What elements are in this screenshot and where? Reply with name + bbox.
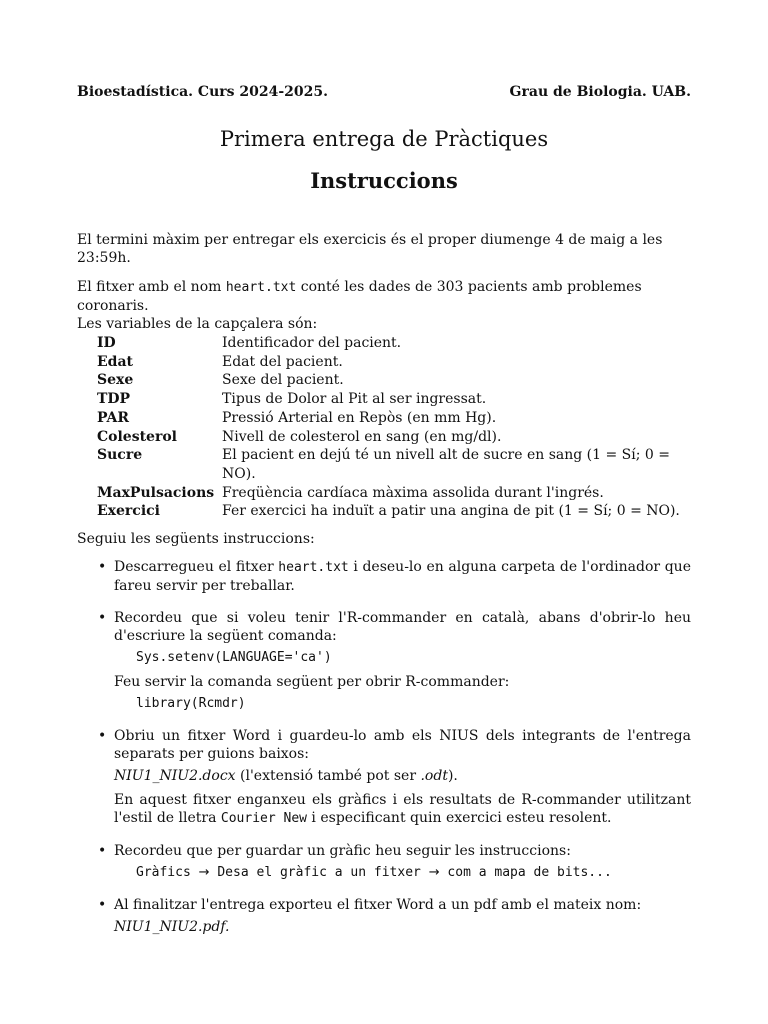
arrow-right-icon: → bbox=[198, 865, 210, 880]
instructions-list bbox=[77, 558, 691, 936]
variable-desc: El pacient en dejú té un nivell alt de sucre en sang (1 = Sí; 0 = NO). bbox=[222, 447, 670, 482]
deadline-paragraph: El termini màxim per entregar els exercicis és el proper diumenge 4 de maig a les 23:59h. bbox=[77, 232, 663, 266]
bullet-icon: • bbox=[98, 610, 107, 626]
list-item bbox=[77, 558, 691, 595]
odt-extension: .odt bbox=[420, 768, 448, 784]
variable-row bbox=[97, 334, 691, 353]
instructions-intro: Seguiu les següents instruccions: bbox=[77, 531, 315, 547]
variable-desc: Sexe del pacient. bbox=[222, 372, 344, 389]
variable-row bbox=[97, 371, 691, 390]
library-command: library(Rcmdr) bbox=[136, 696, 246, 711]
variable-row bbox=[97, 353, 691, 372]
menu-bitmap: com a mapa de bits... bbox=[447, 865, 612, 880]
file-description-paragraph bbox=[77, 278, 691, 333]
pdf-filename: NIU1_NIU2.pdf. bbox=[114, 919, 230, 935]
variable-name: Exercici bbox=[97, 503, 160, 520]
item1-text-after: i deseu-lo en alguna carpeta de l'ordinador que fareu servir per treballar. bbox=[114, 559, 691, 594]
item3-text3: En aquest fitxer enganxeu els gràfics i els resultats de R-commander utilitzant l'estil de lletra bbox=[114, 792, 691, 826]
data-filename: heart.txt bbox=[225, 280, 297, 295]
bullet-icon: • bbox=[98, 897, 107, 913]
list-item bbox=[77, 609, 691, 713]
variable-name: Sucre bbox=[97, 447, 143, 464]
document-title: Primera entrega de Pràctiques bbox=[219, 127, 549, 151]
variable-name: ID bbox=[97, 335, 116, 351]
variable-name: PAR bbox=[97, 409, 130, 426]
setenv-command: Sys.setenv(LANGUAGE='ca') bbox=[136, 650, 332, 665]
variable-desc: Pressió Arterial en Repòs (en mm Hg). bbox=[222, 409, 497, 426]
variable-name: Edat bbox=[97, 353, 133, 370]
list-item bbox=[77, 896, 691, 936]
variable-row bbox=[97, 446, 691, 483]
item5-text: Al finalitzar l'entrega exporteu el fitxer Word a un pdf amb el mateix nom: bbox=[114, 897, 642, 913]
variable-row bbox=[97, 484, 691, 503]
file-intro-before: El fitxer amb el nom bbox=[77, 279, 226, 295]
item1-filename: heart.txt bbox=[278, 560, 349, 575]
variables-intro: Les variables de la capçalera són: bbox=[77, 316, 318, 332]
variable-desc: Nivell de colesterol en sang (en mg/dl). bbox=[222, 428, 502, 445]
variable-desc: Identificador del pacient. bbox=[222, 335, 402, 351]
item3-text: Obriu un fitxer Word i guardeu-lo amb els NIUS dels integrants de l'entrega separats per guions baixos: bbox=[114, 728, 691, 762]
item3-filename-line bbox=[114, 767, 691, 785]
variable-name: Colesterol bbox=[97, 428, 177, 445]
page-header bbox=[77, 84, 691, 104]
menu-save-graph: Desa el gràfic a un fitxer bbox=[217, 865, 421, 880]
variable-desc: Freqüència cardíaca màxima assolida durant l'ingrés. bbox=[222, 484, 604, 501]
variable-desc: Tipus de Dolor al Pit al ser ingressat. bbox=[222, 391, 487, 408]
course-header: Bioestadística. Curs 2024-2025. bbox=[77, 84, 329, 100]
ext-after: ). bbox=[447, 768, 458, 784]
bullet-icon: • bbox=[98, 728, 107, 744]
variable-row bbox=[97, 390, 691, 409]
menu-path bbox=[114, 864, 691, 882]
variable-desc: Edat del pacient. bbox=[222, 353, 343, 370]
bullet-icon: • bbox=[98, 559, 107, 575]
item2-text2: Feu servir la comanda següent per obrir R-commander: bbox=[114, 674, 510, 690]
ext-before: (l'extensió també pot ser bbox=[235, 768, 421, 784]
menu-graphics: Gràfics bbox=[136, 865, 191, 880]
item1-text: Descarregueu el fitxer bbox=[114, 559, 279, 575]
item4-text: Recordeu que per guardar un gràfic heu seguir les instruccions: bbox=[114, 843, 571, 859]
variable-row bbox=[97, 502, 691, 521]
arrow-right-icon: → bbox=[428, 865, 440, 880]
bullet-icon: • bbox=[98, 843, 107, 859]
variable-name: Sexe bbox=[97, 372, 134, 389]
item3-text3-after: i especificant quin exercici esteu resolent. bbox=[306, 810, 612, 826]
variable-desc: Fer exercici ha induït a patir una angina de pit (1 = Sí; 0 = NO). bbox=[222, 503, 680, 520]
variable-row bbox=[97, 409, 691, 428]
variable-name: MaxPulsacions bbox=[97, 484, 215, 501]
item3-paragraph bbox=[114, 791, 691, 828]
degree-header: Grau de Biologia. UAB. bbox=[509, 84, 691, 100]
file-intro-after: conté les dades de 303 pacients amb problemes coronaris. bbox=[77, 279, 642, 314]
variables-table bbox=[97, 334, 691, 521]
docx-filename: NIU1_NIU2.docx bbox=[114, 768, 236, 784]
list-item bbox=[77, 727, 691, 828]
item2-text: Recordeu que si voleu tenir l'R-commander en català, abans d'obrir-lo heu d'escriure la següent comanda: bbox=[114, 610, 691, 644]
list-item bbox=[77, 842, 691, 882]
document-subtitle: Instruccions bbox=[310, 168, 458, 193]
variable-row bbox=[97, 428, 691, 447]
courier-font-name: Courier New bbox=[220, 811, 307, 826]
variable-name: TDP bbox=[97, 391, 131, 408]
